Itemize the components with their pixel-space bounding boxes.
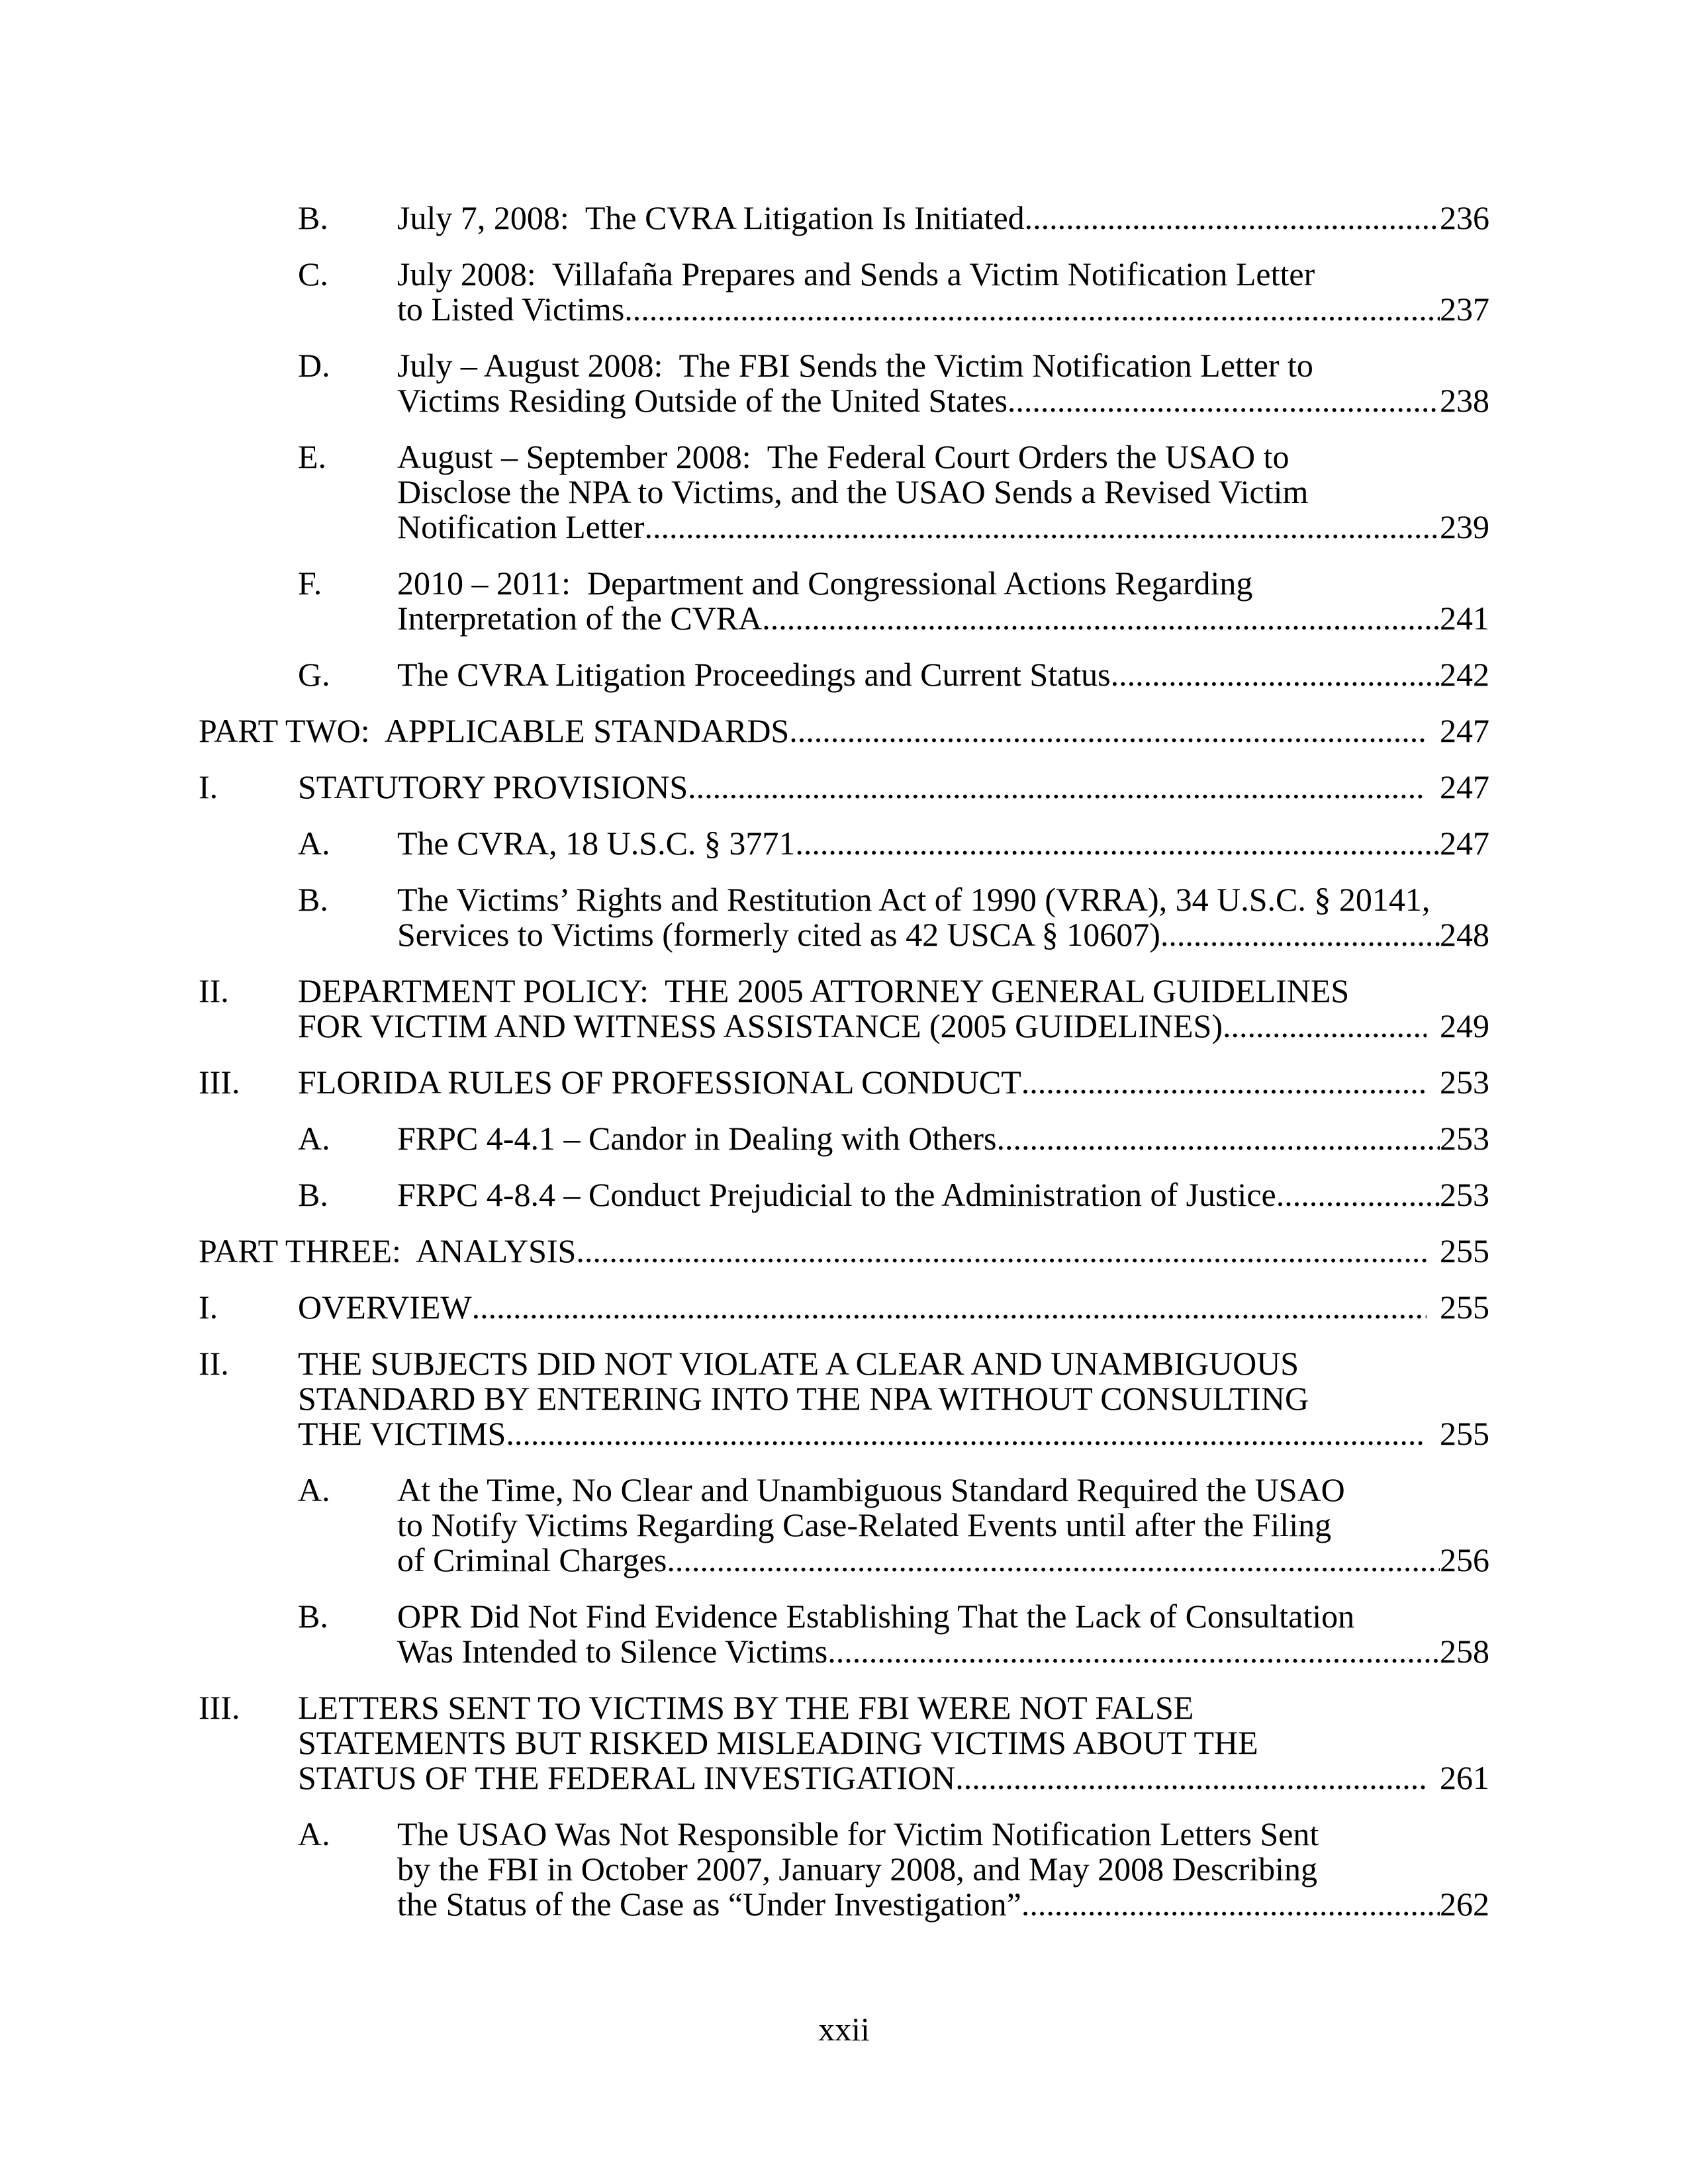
toc-entry-label: III. — [199, 1064, 240, 1101]
toc-entry-label: E. — [298, 438, 327, 475]
toc-entry-line: to Notify Victims Regarding Case-Related Events until after the Filing — [397, 1506, 1332, 1543]
toc-entry — [298, 1121, 1489, 1156]
toc-entry-line-text: Victims Residing Outside of the United States — [397, 382, 1008, 419]
toc-entry-line-text: STATUS OF THE FEDERAL INVESTIGATION — [298, 1759, 956, 1796]
toc-entry — [298, 1177, 1489, 1212]
toc-entry — [298, 439, 1489, 545]
toc-entry-line: August – September 2008: The Federal Court Orders the USAO to — [397, 438, 1289, 475]
toc-entry-line: At the Time, No Clear and Unambiguous Standard Required the USAO — [397, 1471, 1345, 1508]
toc-entry-content — [298, 1346, 1489, 1451]
toc-entry-line: July – August 2008: The FBI Sends the Victim Notification Letter to — [397, 347, 1313, 384]
toc-page-number: 255 — [1440, 1232, 1489, 1269]
toc-entry-content — [397, 257, 1489, 327]
toc-entry-line-text: FLORIDA RULES OF PROFESSIONAL CONDUCT — [298, 1064, 1021, 1101]
toc-entry-line: LETTERS SENT TO VICTIMS BY THE FBI WERE NOT FALSE — [298, 1689, 1194, 1726]
toc-entry-lastline — [397, 917, 1489, 952]
toc-entry-lastline — [298, 1009, 1489, 1044]
toc-entry-lastline — [397, 383, 1489, 418]
toc-page-number: 247 — [1440, 768, 1489, 805]
toc-entry-label: G. — [298, 656, 330, 693]
toc-entry-content — [397, 826, 1489, 861]
toc-entry-line: THE SUBJECTS DID NOT VIOLATE A CLEAR AND UNAMBIGUOUS — [298, 1345, 1299, 1382]
toc-entry-line-text: to Listed Victims — [397, 291, 625, 328]
toc-dot-leader — [472, 1290, 1427, 1325]
toc-dot-leader — [688, 770, 1427, 805]
toc-entry-line: Disclose the NPA to Victims, and the USAO Sends a Revised Victim — [397, 473, 1309, 510]
toc-entry-line-text: FRPC 4-8.4 – Conduct Prejudicial to the Administration of Justice — [397, 1176, 1276, 1213]
toc-entry-lastline — [397, 601, 1489, 636]
toc-entry-line-text: Interpretation of the CVRA — [397, 600, 763, 637]
toc-entry-label: F. — [298, 565, 322, 602]
toc-page-number: 237 — [1440, 291, 1489, 328]
toc-page-number: 247 — [1440, 825, 1489, 862]
toc-entry — [199, 1290, 1489, 1325]
toc-page-number: 262 — [1440, 1886, 1489, 1923]
toc-entry-label: III. — [199, 1689, 240, 1726]
toc-dot-leader — [827, 1634, 1440, 1669]
toc-entry-label: II. — [199, 1345, 229, 1382]
toc-dot-leader — [1021, 1887, 1440, 1922]
toc-entry-label: A. — [298, 1815, 330, 1852]
toc-entry-lastline — [397, 826, 1489, 861]
toc-entry — [199, 1690, 1489, 1796]
toc-entry-line: by the FBI in October 2007, January 2008, and May 2008 Describing — [397, 1850, 1318, 1888]
toc-dot-leader — [624, 292, 1440, 327]
toc-entry-line-text: PART THREE: ANALYSIS — [199, 1232, 577, 1269]
toc-dot-leader — [789, 713, 1427, 749]
toc-entry-content — [298, 770, 1489, 805]
toc-entry-content — [199, 1234, 1489, 1269]
toc-entry-content — [397, 1177, 1489, 1212]
toc-entry-line-text: The CVRA, 18 U.S.C. § 3771 — [397, 825, 796, 862]
toc-entry-content — [397, 1473, 1489, 1578]
toc-entry — [199, 1346, 1489, 1451]
toc-entry-label: A. — [298, 825, 330, 862]
toc-dot-leader — [795, 826, 1440, 861]
toc-entry-content — [397, 1599, 1489, 1669]
toc-entry-label: D. — [298, 347, 330, 384]
toc-entry — [298, 566, 1489, 636]
table-of-contents — [199, 201, 1489, 1943]
toc-entry-line: July 2008: Villafaña Prepares and Sends a Victim Notification Letter — [397, 255, 1315, 293]
toc-entry — [298, 1599, 1489, 1669]
toc-dot-leader — [1223, 1009, 1427, 1044]
toc-entry — [298, 1817, 1489, 1922]
toc-entry-lastline — [298, 1760, 1489, 1796]
toc-entry — [199, 713, 1489, 749]
toc-entry-lastline — [397, 1543, 1489, 1578]
toc-entry-label: C. — [298, 255, 328, 293]
toc-entry-line-text: the Status of the Case as “Under Investigation” — [397, 1886, 1021, 1923]
toc-entry-content — [397, 439, 1489, 545]
toc-entry-line-text: Notification Letter — [397, 508, 645, 545]
toc-entry-lastline — [397, 1177, 1489, 1212]
toc-entry-content — [298, 974, 1489, 1044]
page-number-footer: xxii — [818, 2011, 870, 2048]
toc-entry — [298, 348, 1489, 418]
toc-entry-line: The Victims’ Rights and Restitution Act of 1990 (VRRA), 34 U.S.C. § 20141, — [397, 881, 1430, 918]
toc-entry-label: A. — [298, 1120, 330, 1157]
toc-entry-line-text: Was Intended to Silence Victims — [397, 1633, 828, 1670]
toc-entry-line: DEPARTMENT POLICY: THE 2005 ATTORNEY GENERAL GUIDELINES — [298, 972, 1350, 1009]
toc-page-number: 238 — [1440, 382, 1489, 419]
toc-dot-leader — [1111, 657, 1440, 692]
toc-entry-line-text: Services to Victims (formerly cited as 42 USCA § 10607) — [397, 916, 1160, 953]
toc-entry-line: OPR Did Not Find Evidence Establishing That the Lack of Consultation — [397, 1598, 1355, 1635]
toc-entry-content — [397, 1817, 1489, 1922]
toc-entry — [298, 657, 1489, 692]
toc-entry-line-text: The CVRA Litigation Proceedings and Current Status — [397, 656, 1111, 693]
toc-dot-leader — [506, 1416, 1427, 1451]
toc-entry-line: STANDARD BY ENTERING INTO THE NPA WITHOUT CONSULTING — [298, 1380, 1309, 1417]
toc-page-number: 253 — [1440, 1176, 1489, 1213]
toc-page-number: 255 — [1440, 1415, 1489, 1452]
toc-dot-leader — [1008, 383, 1440, 418]
toc-page-number: 236 — [1440, 199, 1489, 236]
toc-entry-lastline — [298, 1290, 1489, 1325]
toc-entry-line-text: FOR VICTIM AND WITNESS ASSISTANCE (2005 GUIDELINES) — [298, 1007, 1223, 1044]
toc-entry-content — [298, 1690, 1489, 1796]
toc-entry-content — [397, 566, 1489, 636]
toc-entry-line-text: FRPC 4-4.1 – Candor in Dealing with Others — [397, 1120, 997, 1157]
toc-entry-label: II. — [199, 972, 229, 1009]
toc-entry-lastline — [199, 713, 1489, 749]
toc-entry-lastline — [397, 292, 1489, 327]
toc-entry — [199, 770, 1489, 805]
toc-entry — [199, 974, 1489, 1044]
toc-entry-lastline — [298, 1065, 1489, 1100]
toc-entry-lastline — [298, 770, 1489, 805]
toc-entry-lastline — [199, 1234, 1489, 1269]
toc-entry — [298, 201, 1489, 236]
toc-entry-line: The USAO Was Not Responsible for Victim Notification Letters Sent — [397, 1815, 1319, 1852]
toc-entry-lastline — [397, 510, 1489, 545]
toc-dot-leader — [1160, 917, 1440, 952]
toc-entry-line: 2010 – 2011: Department and Congressional Actions Regarding — [397, 565, 1253, 602]
toc-entry-line-text: STATUTORY PROVISIONS — [298, 768, 688, 805]
toc-page-number: 256 — [1440, 1541, 1489, 1578]
toc-page-number: 247 — [1440, 712, 1489, 749]
toc-entry-line: STATEMENTS BUT RISKED MISLEADING VICTIMS ABOUT THE — [298, 1724, 1258, 1761]
toc-entry-line-text: of Criminal Charges — [397, 1541, 667, 1578]
toc-entry-label: B. — [298, 1598, 328, 1635]
toc-entry-content — [298, 1290, 1489, 1325]
toc-page-number: 258 — [1440, 1633, 1489, 1670]
toc-entry-line-text: THE VICTIMS — [298, 1415, 506, 1452]
toc-page-number: 255 — [1440, 1289, 1489, 1326]
toc-dot-leader — [955, 1760, 1427, 1796]
toc-dot-leader — [1276, 1177, 1440, 1212]
toc-entry-content — [199, 713, 1489, 749]
toc-dot-leader — [997, 1121, 1440, 1156]
toc-entry — [199, 1234, 1489, 1269]
toc-entry-lastline — [397, 1121, 1489, 1156]
toc-entry-line-text: July 7, 2008: The CVRA Litigation Is Initiated — [397, 199, 1025, 236]
toc-entry-label: A. — [298, 1471, 330, 1508]
toc-entry-label: B. — [298, 199, 328, 236]
toc-page-number: 241 — [1440, 600, 1489, 637]
toc-entry — [298, 257, 1489, 327]
toc-entry-lastline — [298, 1416, 1489, 1451]
toc-page-number: 253 — [1440, 1064, 1489, 1101]
toc-entry — [199, 1065, 1489, 1100]
toc-entry — [298, 882, 1489, 952]
toc-entry-lastline — [397, 201, 1489, 236]
toc-entry — [298, 1473, 1489, 1578]
toc-entry-label: I. — [199, 1289, 218, 1326]
toc-page-number: 253 — [1440, 1120, 1489, 1157]
toc-entry-lastline — [397, 1634, 1489, 1669]
toc-entry-lastline — [397, 657, 1489, 692]
toc-entry-label: I. — [199, 768, 218, 805]
toc-entry-content — [397, 657, 1489, 692]
toc-dot-leader — [762, 601, 1440, 636]
toc-entry-content — [397, 348, 1489, 418]
toc-entry-lastline — [397, 1887, 1489, 1922]
toc-dot-leader — [1021, 1065, 1427, 1100]
toc-entry-line-text: PART TWO: APPLICABLE STANDARDS — [199, 712, 790, 749]
toc-entry-content — [298, 1065, 1489, 1100]
toc-entry-content — [397, 201, 1489, 236]
toc-page-number: 239 — [1440, 508, 1489, 545]
toc-dot-leader — [667, 1543, 1440, 1578]
toc-page-number: 248 — [1440, 916, 1489, 953]
toc-entry-line-text: OVERVIEW — [298, 1289, 472, 1326]
toc-entry — [298, 826, 1489, 861]
toc-page-number: 249 — [1440, 1007, 1489, 1044]
toc-page-number: 242 — [1440, 656, 1489, 693]
toc-entry-content — [397, 1121, 1489, 1156]
toc-entry-label: B. — [298, 881, 328, 918]
toc-dot-leader — [1025, 201, 1440, 236]
toc-dot-leader — [576, 1234, 1427, 1269]
toc-dot-leader — [644, 510, 1440, 545]
toc-entry-label: B. — [298, 1176, 328, 1213]
toc-entry-content — [397, 882, 1489, 952]
toc-page-number: 261 — [1440, 1759, 1489, 1796]
